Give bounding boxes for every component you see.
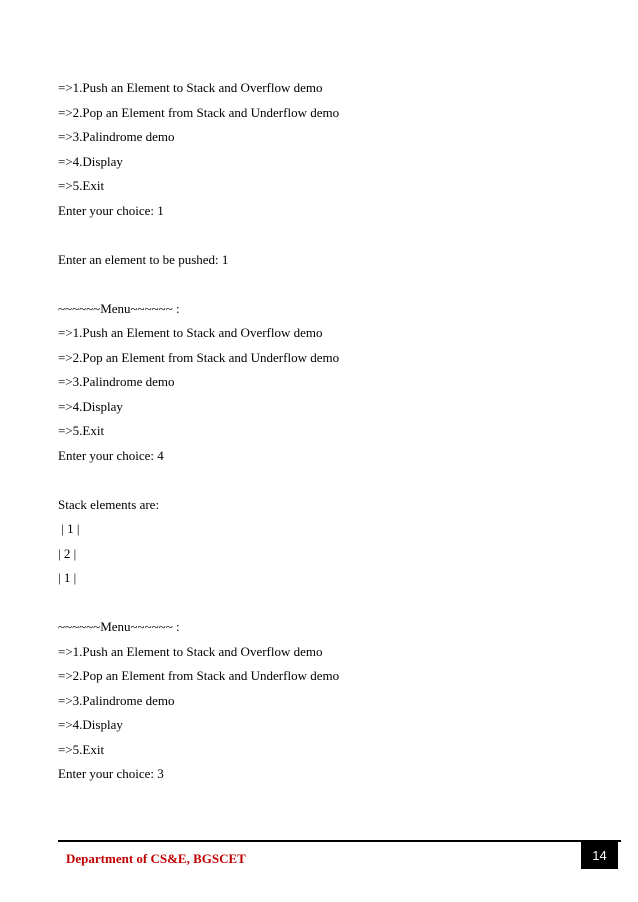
output-line: =>5.Exit <box>58 423 105 438</box>
stack-element: | 2 | <box>58 545 77 561</box>
menu-heading: ~~~~~~Menu~~~~~~ : <box>58 300 180 316</box>
output-line: =>4.Display <box>58 153 123 169</box>
output-line: =>1.Push an Element to Stack and Overflow demo <box>58 643 323 659</box>
output-line: Enter an element to be pushed: 1 <box>58 251 229 267</box>
output-line: Enter your choice: 4 <box>58 447 164 463</box>
footer-divider <box>58 840 621 842</box>
blank-line <box>58 468 598 493</box>
output-line: =>4.Display <box>58 398 123 414</box>
output-line: =>5.Exit <box>58 741 105 757</box>
menu-heading: ~~~~~~Menu~~~~~~ : <box>58 619 180 634</box>
output-line: =>2.Pop an Element from Stack and Underflow demo <box>58 349 340 365</box>
stack-element: | 1 | <box>58 521 80 536</box>
output-line: =>1.Push an Element to Stack and Overflow demo <box>58 80 323 95</box>
blank-line <box>58 591 598 616</box>
output-line: =>1.Push an Element to Stack and Overflow demo <box>58 325 323 340</box>
page-number: 14 <box>581 842 618 869</box>
footer-department: Department of CS&E, BGSCET <box>66 851 246 866</box>
output-line: =>2.Pop an Element from Stack and Underflow demo <box>58 104 340 120</box>
output-line: Enter your choice: 3 <box>58 766 164 781</box>
blank-line <box>58 223 598 248</box>
output-line: =>2.Pop an Element from Stack and Underflow demo <box>58 668 340 683</box>
output-line: Enter your choice: 1 <box>58 202 164 218</box>
blank-line <box>58 272 598 297</box>
output-line: =>5.Exit <box>58 178 105 193</box>
console-output <box>58 76 598 787</box>
output-line: Stack elements are: <box>58 496 160 512</box>
output-line: =>3.Palindrome demo <box>58 129 175 144</box>
output-line: =>3.Palindrome demo <box>58 692 175 708</box>
stack-element: | 1 | <box>58 570 77 585</box>
output-line: =>3.Palindrome demo <box>58 374 175 389</box>
output-line: =>4.Display <box>58 717 123 732</box>
